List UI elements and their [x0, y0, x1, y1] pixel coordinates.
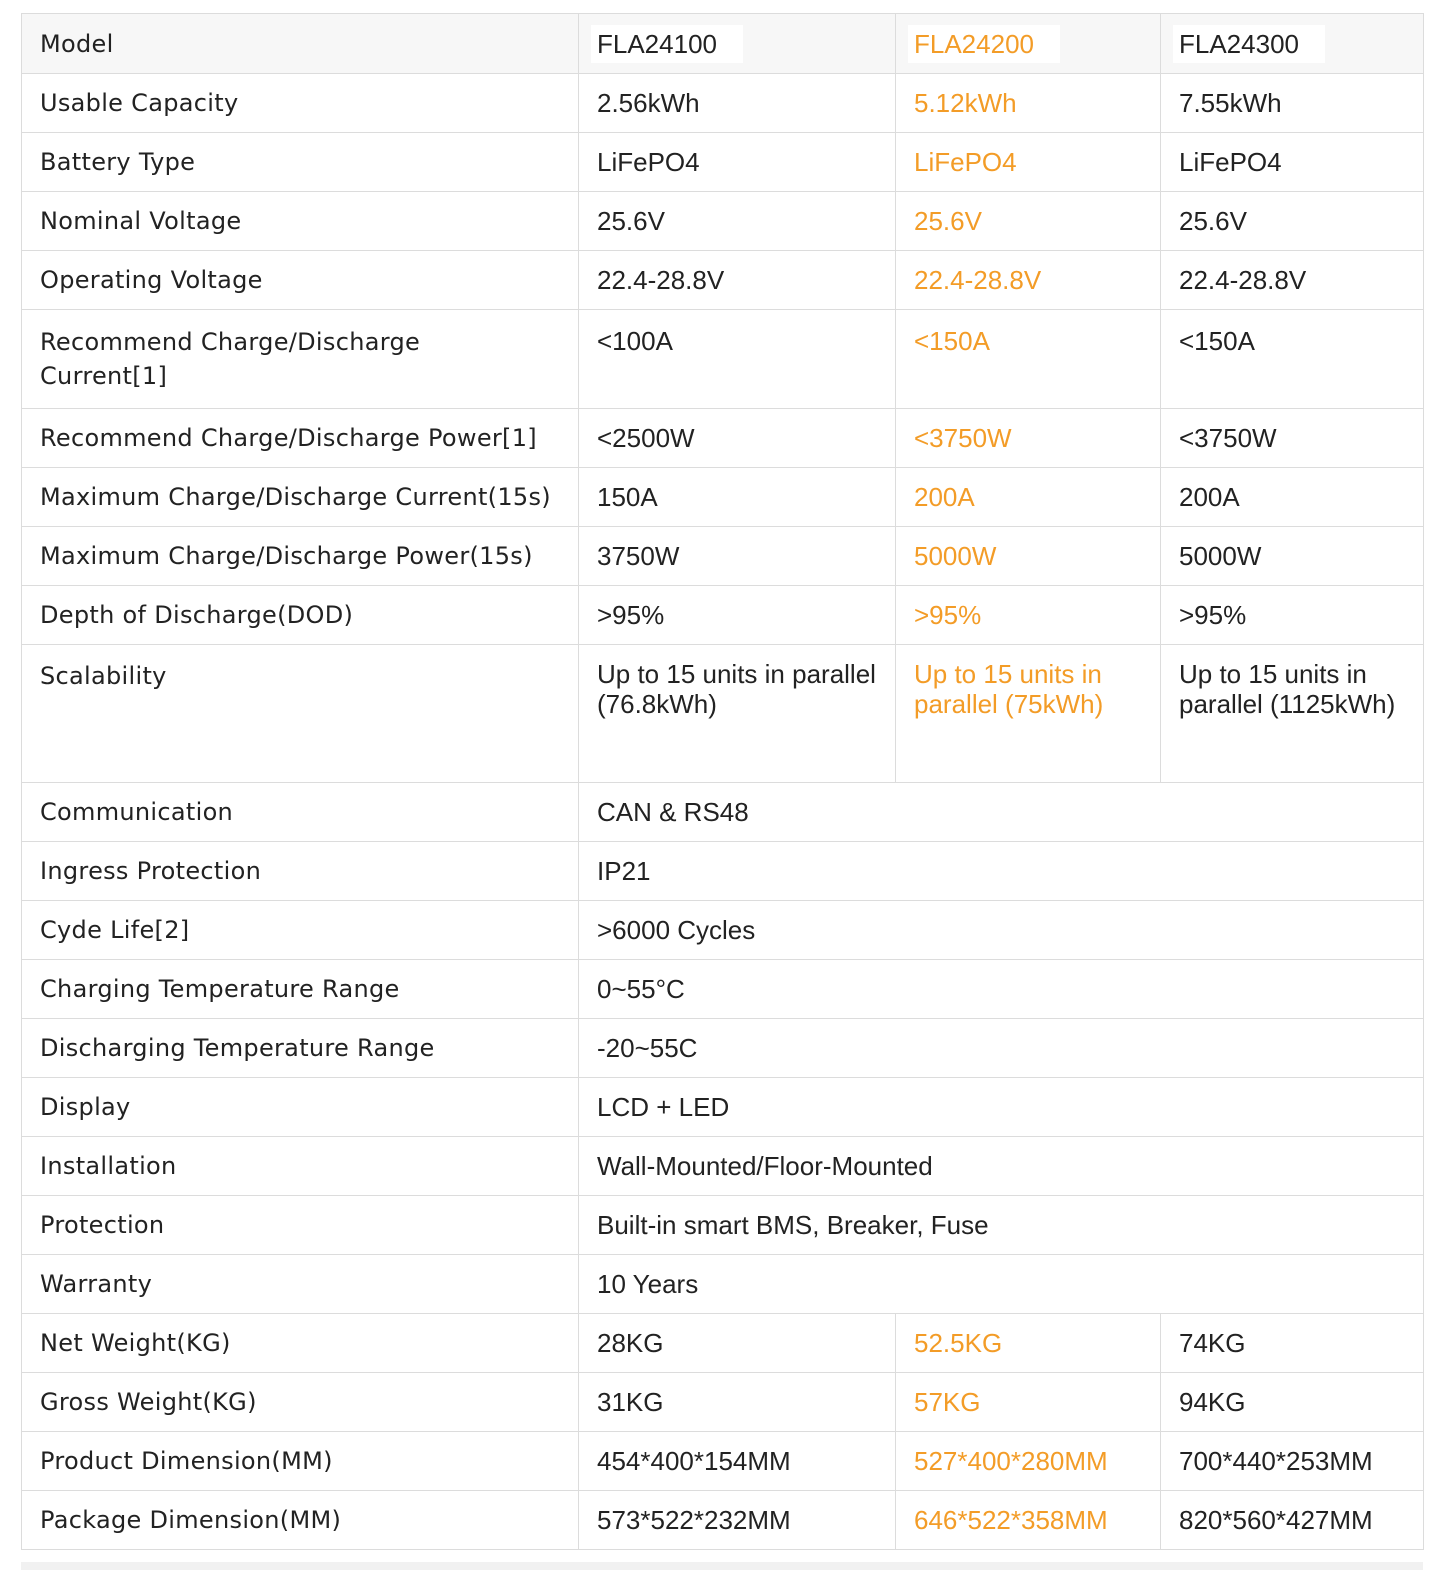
table-row: [22, 74, 1424, 133]
cell-value-highlight: >95%: [896, 586, 1161, 645]
cell-value: 700*440*253MM: [1161, 1432, 1424, 1491]
table-row: [22, 783, 1424, 842]
row-label: Ingress Protection: [22, 842, 579, 901]
cell-value-highlight: 52.5KG: [896, 1314, 1161, 1373]
cell-value: 2.56kWh: [579, 74, 896, 133]
row-label: Protection: [22, 1196, 579, 1255]
cell-value: <150A: [1161, 310, 1424, 409]
row-label: Installation: [22, 1137, 579, 1196]
cell-value: 25.6V: [1161, 192, 1424, 251]
cell-value: 200A: [1161, 468, 1424, 527]
cell-value: 22.4-28.8V: [1161, 251, 1424, 310]
row-label: Depth of Discharge(DOD): [22, 586, 579, 645]
cell-value-highlight: <3750W: [896, 409, 1161, 468]
cell-value-highlight: LiFePO4: [896, 133, 1161, 192]
row-label: Battery Type: [22, 133, 579, 192]
table-row: [22, 527, 1424, 586]
row-label: Recommend Charge/Discharge Current[1]: [22, 310, 579, 409]
row-label: Charging Temperature Range: [22, 960, 579, 1019]
model-name: FLA24100: [591, 25, 743, 63]
cell-value: 454*400*154MM: [579, 1432, 896, 1491]
table-row: [22, 1078, 1424, 1137]
row-label: Maximum Charge/Discharge Power(15s): [22, 527, 579, 586]
model-name: FLA24300: [1173, 25, 1325, 63]
table-row: [22, 133, 1424, 192]
cell-value-shared: Wall-Mounted/Floor-Mounted: [579, 1137, 1424, 1196]
table-row: [22, 468, 1424, 527]
row-label: Display: [22, 1078, 579, 1137]
cell-value-shared: IP21: [579, 842, 1424, 901]
table-row: [22, 1137, 1424, 1196]
row-label: Usable Capacity: [22, 74, 579, 133]
cell-value-shared: CAN & RS48: [579, 783, 1424, 842]
cell-value-shared: Built-in smart BMS, Breaker, Fuse: [579, 1196, 1424, 1255]
table-row: [22, 842, 1424, 901]
cell-value: 150A: [579, 468, 896, 527]
table-row: [22, 1196, 1424, 1255]
cell-value: <100A: [579, 310, 896, 409]
cell-value-shared: 0~55°C: [579, 960, 1424, 1019]
table-row: [22, 251, 1424, 310]
cell-value: 573*522*232MM: [579, 1491, 896, 1550]
row-label: Product Dimension(MM): [22, 1432, 579, 1491]
cell-value: Up to 15 units in parallel (1125kWh): [1161, 645, 1424, 783]
table-row: [22, 1432, 1424, 1491]
row-label: Package Dimension(MM): [22, 1491, 579, 1550]
row-label: Model: [22, 14, 579, 74]
cell-value-highlight: Up to 15 units in parallel (75kWh): [896, 645, 1161, 783]
table-row-model: [22, 14, 1424, 74]
row-label: Cyde Life[2]: [22, 901, 579, 960]
table-row: [22, 586, 1424, 645]
row-label: Maximum Charge/Discharge Current(15s): [22, 468, 579, 527]
row-label: Net Weight(KG): [22, 1314, 579, 1373]
cell-value: 94KG: [1161, 1373, 1424, 1432]
cell-value: 7.55kWh: [1161, 74, 1424, 133]
model-cell-highlight: [896, 14, 1161, 74]
footer-divider: [21, 1562, 1423, 1570]
cell-value-highlight: 527*400*280MM: [896, 1432, 1161, 1491]
cell-value: >95%: [579, 586, 896, 645]
table-row: [22, 1373, 1424, 1432]
cell-value: 820*560*427MM: [1161, 1491, 1424, 1550]
cell-value-highlight: 5.12kWh: [896, 74, 1161, 133]
row-label: Nominal Voltage: [22, 192, 579, 251]
table-row: [22, 960, 1424, 1019]
cell-value: <2500W: [579, 409, 896, 468]
table-row: [22, 1255, 1424, 1314]
cell-value-highlight: 25.6V: [896, 192, 1161, 251]
cell-value: <3750W: [1161, 409, 1424, 468]
row-label: Warranty: [22, 1255, 579, 1314]
model-name: FLA24200: [908, 25, 1060, 63]
row-label: Recommend Charge/Discharge Power[1]: [22, 409, 579, 468]
cell-value: LiFePO4: [579, 133, 896, 192]
spec-table: [21, 13, 1424, 1550]
table-row: [22, 192, 1424, 251]
table-row: [22, 901, 1424, 960]
cell-value-shared: -20~55C: [579, 1019, 1424, 1078]
cell-value-highlight: 22.4-28.8V: [896, 251, 1161, 310]
cell-value: 31KG: [579, 1373, 896, 1432]
cell-value: 28KG: [579, 1314, 896, 1373]
cell-value: 22.4-28.8V: [579, 251, 896, 310]
model-cell: [579, 14, 896, 74]
cell-value-shared: 10 Years: [579, 1255, 1424, 1314]
row-label: Scalability: [22, 645, 579, 783]
cell-value: 3750W: [579, 527, 896, 586]
cell-value-highlight: 57KG: [896, 1373, 1161, 1432]
table-row: [22, 1019, 1424, 1078]
cell-value: LiFePO4: [1161, 133, 1424, 192]
table-row: [22, 1491, 1424, 1550]
row-label: Discharging Temperature Range: [22, 1019, 579, 1078]
row-label: Gross Weight(KG): [22, 1373, 579, 1432]
cell-value-shared: LCD + LED: [579, 1078, 1424, 1137]
row-label: Communication: [22, 783, 579, 842]
cell-value-highlight: 200A: [896, 468, 1161, 527]
table-row: [22, 1314, 1424, 1373]
cell-value: >95%: [1161, 586, 1424, 645]
cell-value: 25.6V: [579, 192, 896, 251]
cell-value: 5000W: [1161, 527, 1424, 586]
cell-value-highlight: 646*522*358MM: [896, 1491, 1161, 1550]
cell-value-highlight: <150A: [896, 310, 1161, 409]
cell-value-shared: >6000 Cycles: [579, 901, 1424, 960]
table-row: [22, 645, 1424, 783]
model-cell: [1161, 14, 1424, 74]
cell-value: Up to 15 units in parallel (76.8kWh): [579, 645, 896, 783]
cell-value: 74KG: [1161, 1314, 1424, 1373]
cell-value-highlight: 5000W: [896, 527, 1161, 586]
table-row: [22, 409, 1424, 468]
table-row: [22, 310, 1424, 409]
row-label: Operating Voltage: [22, 251, 579, 310]
